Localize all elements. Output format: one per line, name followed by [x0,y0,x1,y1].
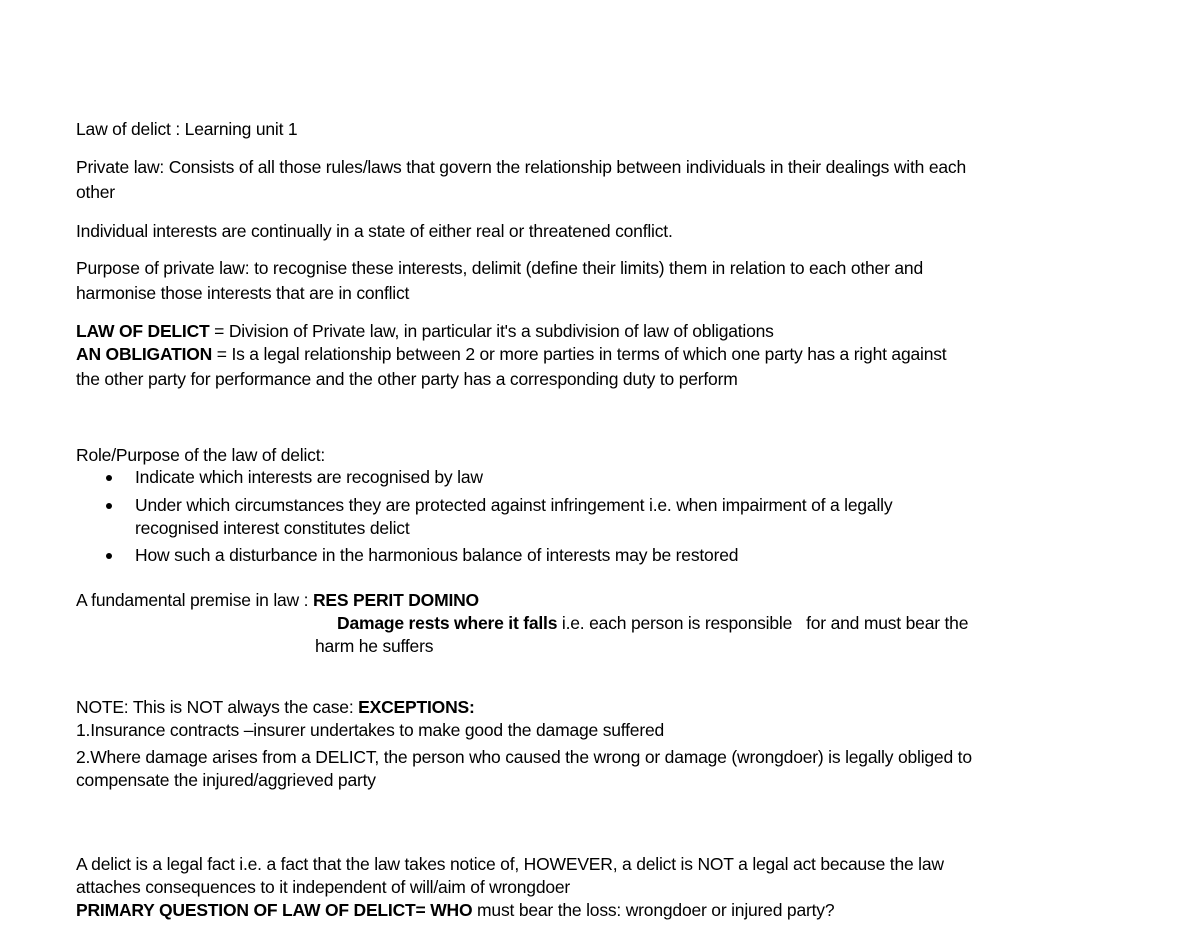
premise-line [76,589,479,612]
list-item: How such a disturbance in the harmonious balance of interests may be restored [76,544,892,567]
purpose-private-law-line-2: harmonise those interests that are in conflict [76,283,410,303]
law-of-delict-definition [76,320,774,343]
premise-line-3: harm he suffers [315,636,434,656]
exception-item-2-line-1: 2.Where damage arises from a DELICT, the person who caused the wrong or damage (wrongdoer) is legally obliged to [76,747,972,767]
obligation-definition-line-2: the other party for performance and the other party has a corresponding duty to perform [76,369,738,389]
premise-maxim: Damage rests where it falls [337,613,558,633]
individual-interests-paragraph: Individual interests are continually in a state of either real or threatened conflict. [76,221,673,241]
legal-fact-line-1: A delict is a legal fact i.e. a fact that the law takes notice of, HOWEVER, a delict is NOT a legal act because the law [76,854,944,874]
primary-question-text: must bear the loss: wrongdoer or injured party? [472,900,835,920]
primary-question-bold: PRIMARY QUESTION OF LAW OF DELICT= WHO [76,900,473,920]
primary-question [76,899,834,922]
note-lead: NOTE: This is NOT always the case: [76,697,359,717]
note-line [76,696,475,719]
list-item: Under which circumstances they are protected against infringement i.e. when impairment of a legally recognised interest constitutes delict [76,494,892,540]
premise-maxim-text: i.e. each person is responsible for and must bear the [557,613,969,633]
list-item: Indicate which interests are recognised by law [76,466,892,489]
private-law-line-2: other [76,182,115,202]
document-title: Law of delict : Learning unit 1 [76,119,298,139]
law-of-delict-text: = Division of Private law, in particular it's a subdivision of law of obligations [209,321,774,341]
obligation-term: AN OBLIGATION [76,344,213,364]
law-of-delict-term: LAW OF DELICT [76,321,210,341]
premise-maxim-line [337,612,968,635]
legal-fact-line-2: attaches consequences to it independent of will/aim of wrongdoer [76,877,571,897]
exception-item-2-line-2: compensate the injured/aggrieved party [76,770,376,790]
exceptions-label: EXCEPTIONS: [358,697,475,717]
obligation-text: = Is a legal relationship between 2 or more parties in terms of which one party has a right against [212,344,947,364]
private-law-line-1: Private law: Consists of all those rules/laws that govern the relationship between individuals in their dealings with each [76,157,966,177]
purpose-private-law-line-1: Purpose of private law: to recognise these interests, delimit (define their limits) them in relation to each other and [76,258,923,278]
premise-principle: RES PERIT DOMINO [312,590,479,610]
exception-item-1: 1.Insurance contracts –insurer undertakes to make good the damage suffered [76,720,665,740]
role-purpose-heading: Role/Purpose of the law of delict: [76,445,326,465]
role-purpose-list [76,466,892,567]
obligation-definition [76,343,946,366]
premise-lead: A fundamental premise in law : [76,590,313,610]
